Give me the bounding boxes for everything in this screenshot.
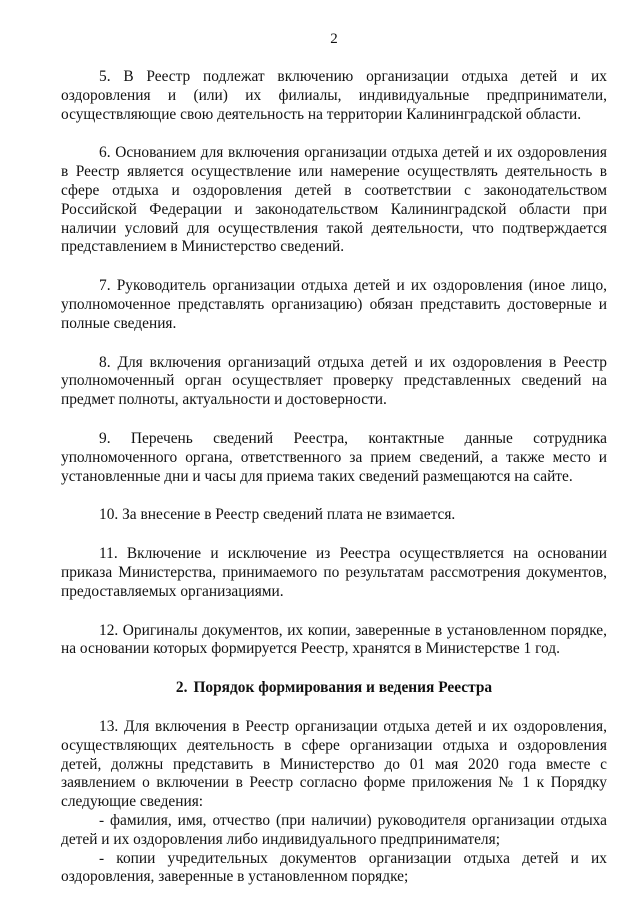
paragraph-6: 6. Основанием для включения организации отдыха детей и их оздоровления в Реестр является осуществление или намерение осуществлять деятельность в сфере отдыха и оздоровления детей в соответствии с законодательством Российской Федерации и законодательством Калининградской области при наличии условий для осуществления такой деятельности, что подтверждается представлением в Министерство сведений. (61, 144, 607, 256)
paragraph-7: 7. Руководитель организации отдыха детей и их оздоровления (иное лицо, уполномоченное представлять организацию) обязан представить достоверные и полные сведения. (61, 277, 607, 332)
paragraph-13: 13. Для включения в Реестр организации отдыха детей и их оздоровления, осуществляющих деятельность в сфере организации отдыха и оздоровления детей, должны представить в Министерство до 01 мая 2020 года вместе с заявлением о включении в Реестр согласно форме приложения № 1 к Порядку следующие сведения: (61, 717, 607, 811)
list-item-founding-documents: - копии учредительных документов организации отдыха детей и их оздоровления, заверенные в установленном порядке; (61, 849, 607, 886)
paragraph-5: 5. В Реестр подлежат включению организации отдыха детей и их оздоровления и (или) их филиалы, индивидуальные предприниматели, осуществляющие свою деятельность на территории Калининградской области. (61, 68, 607, 123)
paragraph-10: 10. За внесение в Реестр сведений плата не взимается. (99, 506, 456, 524)
page-number: 2 (330, 31, 338, 47)
paragraph-9: 9. Перечень сведений Реестра, контактные данные сотрудника уполномоченного органа, ответственного за прием сведений, а также место и установленные дни и часы для приема таких сведений размещаются на сайте. (61, 429, 607, 485)
section-heading (61, 679, 607, 698)
paragraph-12: 12. Оригиналы документов, их копии, заверенные в установленном порядке, на основании которых формируется Реестр, хранятся в Министерстве 1 год. (61, 621, 607, 658)
section-title: Порядок формирования и ведения Реестра (193, 679, 493, 697)
document-page (61, 30, 607, 887)
paragraph-8: 8. Для включения организаций отдыха детей и их оздоровления в Реестр уполномоченный орган осуществляет проверку представленных сведений на предмет полноты, актуальности и достоверности. (61, 353, 607, 409)
paragraph-11: 11. Включение и исключение из Реестра осуществляется на основании приказа Министерства, принимаемого по результатам рассмотрения документов, предоставляемых организациями. (61, 545, 607, 600)
list-item-director-name: - фамилия, имя, отчество (при наличии) руководителя организации отдыха детей и их оздоровления либо индивидуального предпринимателя; (61, 811, 607, 848)
section-number: 2. (175, 679, 188, 697)
